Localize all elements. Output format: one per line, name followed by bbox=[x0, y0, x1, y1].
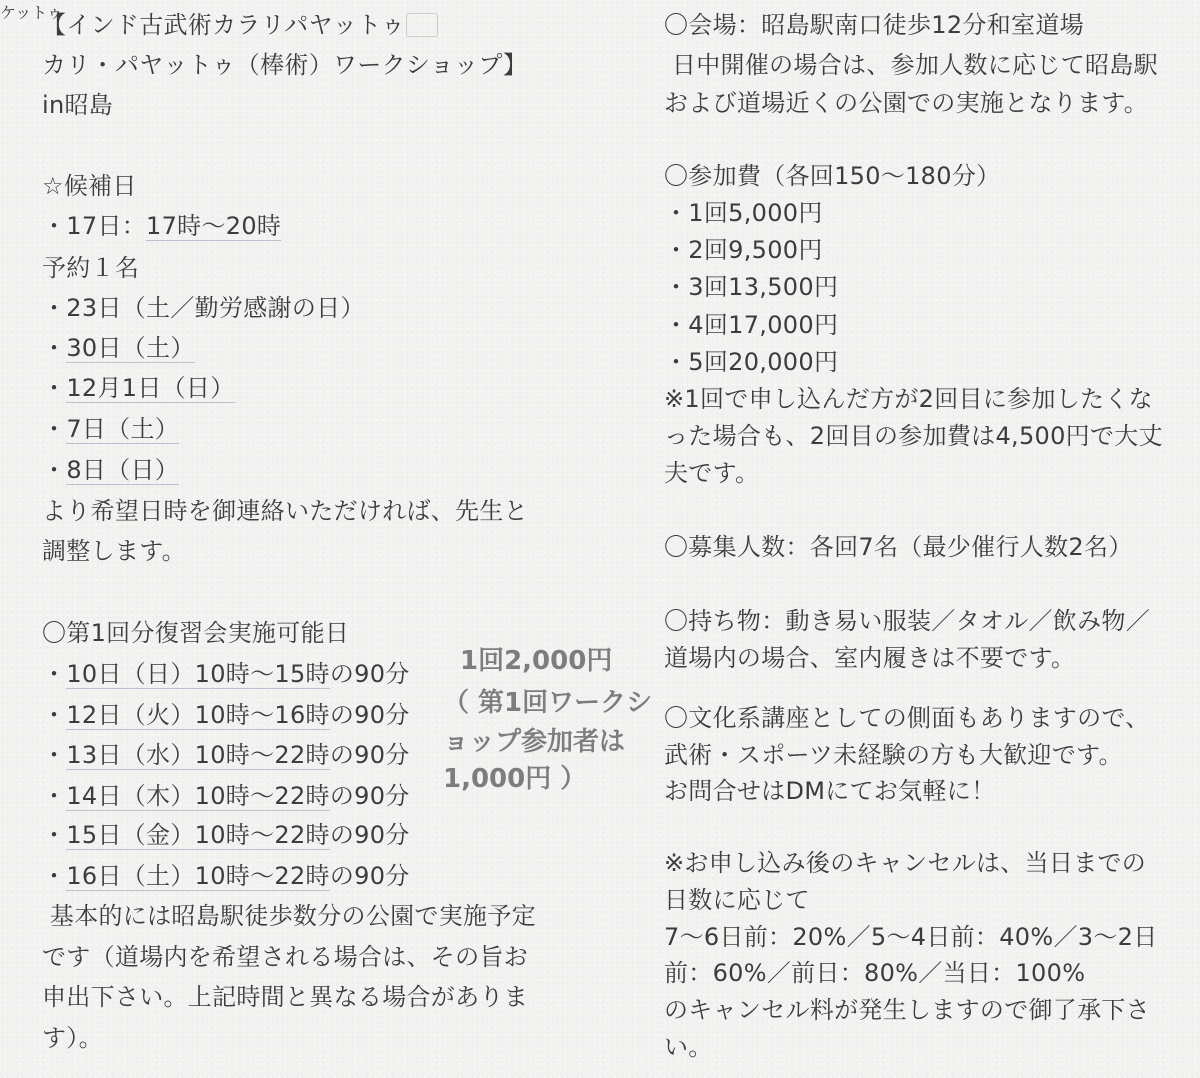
candidate-30: ・30日（土） bbox=[42, 334, 195, 362]
candidate-17: ・17日：17時〜20時 bbox=[42, 212, 282, 240]
review-date-row: ・14日（木）10時〜22時の90分 bbox=[42, 782, 410, 810]
cancel-line-4: 前：60%／前日：80%／当日：100% bbox=[664, 959, 1086, 987]
fee-item: ・3回13,500円 bbox=[664, 273, 839, 301]
review-date-row: ・12日（火）10時〜16時の90分 bbox=[42, 701, 410, 729]
contact-line-1: より希望日時を御連絡いただければ、先生と bbox=[42, 497, 528, 525]
capacity: 〇募集人数：各回7名（最少催行人数2名） bbox=[664, 533, 1133, 561]
review-heading: 〇第1回分復習会実施可能日 bbox=[42, 619, 350, 647]
cancel-line-1: ※お申し込み後のキャンセルは、当日までの bbox=[664, 849, 1147, 877]
fee-note-line-1: ※1回で申し込んだ方が2回目に参加したくな bbox=[664, 385, 1153, 413]
note-line-4: す）。 bbox=[42, 1024, 103, 1052]
items-line-1: 〇持ち物：動き易い服装／タオル／飲み物／ bbox=[664, 607, 1150, 635]
cancel-line-2: 日数に応じて bbox=[664, 886, 810, 914]
candidate-23: ・23日（土／勤労感謝の日） bbox=[42, 294, 365, 322]
candidate-30-date: 30日（土） bbox=[66, 334, 195, 362]
title-line-2: カリ・パヤットゥ（棒術）ワークショップ】 bbox=[42, 51, 528, 79]
candidate-8-date: 8日（日） bbox=[66, 456, 180, 484]
title-text-b: ケットゥ bbox=[0, 3, 63, 22]
review-fee-line-2: （ 第1回ワークシ bbox=[443, 688, 653, 718]
fee-item: ・1回5,000円 bbox=[664, 199, 823, 227]
note-line-3: 申出下さい。上記時間と異なる場合がありま bbox=[42, 983, 528, 1011]
fee-note-line-2: った場合も、2回目の参加費は4,500円で大丈 bbox=[664, 422, 1163, 450]
candidate-1201: ・12月1日（日） bbox=[42, 374, 235, 402]
candidate-1201-date: 12月1日（日） bbox=[66, 374, 235, 402]
review-date-row: ・10日（日）10時〜15時の90分 bbox=[42, 660, 410, 688]
items-line-2: 道場内の場合、室内履きは不要です。 bbox=[664, 644, 1076, 672]
review-date-row: ・16日（土）10時〜22時の90分 bbox=[42, 862, 410, 890]
note-line-1: 基本的には昭島駅徒歩数分の公園で実施予定 bbox=[42, 902, 536, 930]
venue-line-3: および道場近くの公園での実施となります。 bbox=[664, 89, 1149, 117]
cancel-line-6: い。 bbox=[664, 1033, 713, 1061]
culture-line-3: お問合せはDMにてお気軽に！ bbox=[664, 777, 996, 805]
review-fee-line-3: ョップ参加者は bbox=[443, 727, 626, 757]
title-line-3: in昭島 bbox=[42, 91, 114, 119]
title-text-a: 【インド古武術カラリパヤットゥ bbox=[42, 11, 406, 39]
title-line-1 bbox=[42, 5, 439, 45]
candidate-8: ・8日（日） bbox=[42, 456, 180, 484]
note-line-2: です（道場内を希望される場合は、その旨お bbox=[42, 943, 528, 971]
candidate-17-time: 17時〜20時 bbox=[146, 212, 282, 240]
fee-note-line-3: 夫です。 bbox=[664, 459, 760, 487]
fee-item: ・4回17,000円 bbox=[664, 311, 839, 339]
candidate-7: ・7日（土） bbox=[42, 415, 180, 443]
fee-item: ・2回9,500円 bbox=[664, 236, 823, 264]
fee-heading: 〇参加費（各回150〜180分） bbox=[664, 162, 1001, 190]
fee-item: ・5回20,000円 bbox=[664, 348, 839, 376]
review-fee-line-4: 1,000円 ） bbox=[443, 764, 587, 794]
review-date-row: ・13日（水）10時〜22時の90分 bbox=[42, 741, 410, 769]
venue-line-2: 日中開催の場合は、参加人数に応じて昭島駅 bbox=[664, 51, 1158, 79]
candidate-17-note: 予約１名 bbox=[42, 254, 140, 282]
culture-line-2: 武術・スポーツ未経験の方も大歓迎です。 bbox=[664, 741, 1123, 769]
contact-line-2: 調整します。 bbox=[42, 537, 186, 565]
review-fee-line-1: 1回2,000円 bbox=[460, 646, 613, 676]
candidates-heading: ☆候補日 bbox=[42, 172, 137, 200]
venue-line-1: 〇会場：昭島駅南口徒歩12分和室道場 bbox=[664, 11, 1084, 39]
india-flag-icon bbox=[407, 14, 437, 36]
cancel-line-5: のキャンセル料が発生しますので御了承下さ bbox=[664, 996, 1150, 1024]
candidate-7-date: 7日（土） bbox=[66, 415, 180, 443]
review-date-row: ・15日（金）10時〜22時の90分 bbox=[42, 821, 410, 849]
culture-line-1: 〇文化系講座としての側面もありますので、 bbox=[664, 704, 1150, 732]
cancel-line-3: 7〜6日前：20%／5〜4日前：40%／3〜2日 bbox=[664, 923, 1158, 951]
